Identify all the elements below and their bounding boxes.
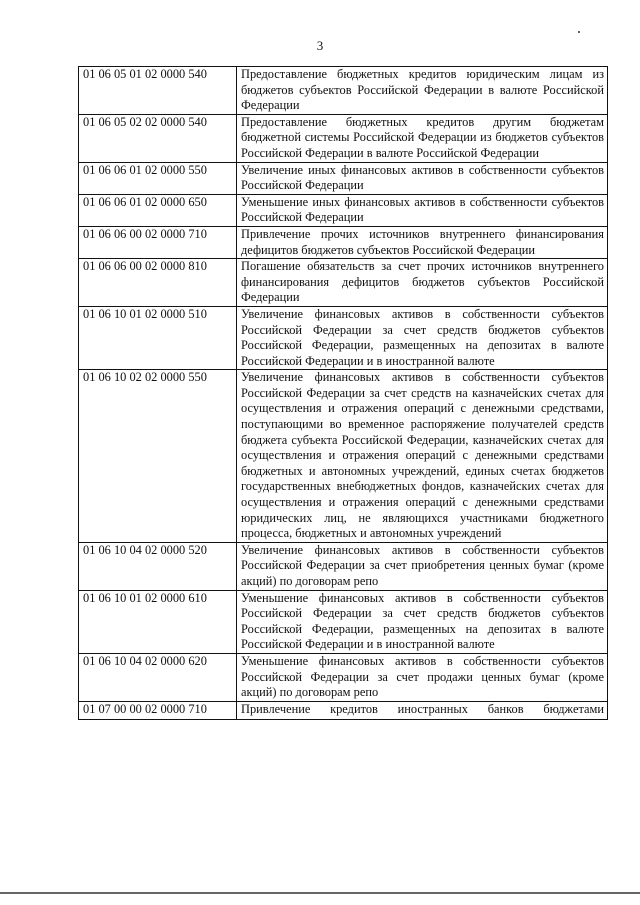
row-code: 01 06 05 01 02 0000 540 — [79, 67, 237, 115]
row-description: Уменьшение финансовых активов в собственности субъектов Российской Федерации за счет продажи ценных бумаг (кроме акций) по договорам репо — [237, 653, 608, 701]
row-code: 01 06 06 01 02 0000 550 — [79, 162, 237, 194]
row-code: 01 07 00 00 02 0000 710 — [79, 701, 237, 719]
page-number: 3 — [316, 38, 324, 53]
row-description: Предоставление бюджетных кредитов другим бюджетам бюджетной системы Российской Федерации из бюджетов субъектов Российской Федерации в валюте Российской Федерации — [237, 114, 608, 162]
table-row — [79, 114, 608, 162]
scan-edge-line — [0, 892, 640, 894]
table-row — [79, 590, 608, 653]
row-code: 01 06 10 02 02 0000 550 — [79, 370, 237, 543]
row-code: 01 06 10 04 02 0000 620 — [79, 653, 237, 701]
row-code: 01 06 06 00 02 0000 710 — [79, 226, 237, 258]
table-row — [79, 653, 608, 701]
row-description: Погашение обязательств за счет прочих источников внутреннего финансирования дефицитов бюджетов субъектов Российской Федерации — [237, 259, 608, 307]
table-row — [79, 542, 608, 590]
row-code: 01 06 06 00 02 0000 810 — [79, 259, 237, 307]
row-code: 01 06 05 02 02 0000 540 — [79, 114, 237, 162]
table-row — [79, 701, 608, 719]
table-row — [79, 226, 608, 258]
scan-artifact-dot — [578, 31, 580, 33]
row-code: 01 06 10 04 02 0000 520 — [79, 542, 237, 590]
table-row — [79, 194, 608, 226]
row-description: Привлечение кредитов иностранных банков бюджетами — [237, 701, 608, 719]
budget-codes-table — [78, 66, 608, 720]
row-description: Предоставление бюджетных кредитов юридическим лицам из бюджетов субъектов Российской Федерации в валюте Российской Федерации — [237, 67, 608, 115]
row-code: 01 06 06 01 02 0000 650 — [79, 194, 237, 226]
table-row — [79, 259, 608, 307]
row-code: 01 06 10 01 02 0000 510 — [79, 306, 237, 369]
row-code: 01 06 10 01 02 0000 610 — [79, 590, 237, 653]
table-row — [79, 306, 608, 369]
row-description: Увеличение финансовых активов в собственности субъектов Российской Федерации за счет средств бюджетов субъектов Российской Федерации, размещенных на депозитах в валюте Российской Федерации и в иностранной валюте — [237, 306, 608, 369]
row-description: Уменьшение иных финансовых активов в собственности субъектов Российской Федерации — [237, 194, 608, 226]
row-description: Увеличение финансовых активов в собственности субъектов Российской Федерации за счет приобретения ценных бумаг (кроме акций) по договорам репо — [237, 542, 608, 590]
table-row — [79, 370, 608, 543]
table-row — [79, 162, 608, 194]
table-row — [79, 67, 608, 115]
row-description: Уменьшение финансовых активов в собственности субъектов Российской Федерации за счет средств бюджетов субъектов Российской Федерации, размещенных на депозитах в валюте Российской Федерации и в иностранной валюте — [237, 590, 608, 653]
row-description: Привлечение прочих источников внутреннего финансирования дефицитов бюджетов субъектов Российской Федерации — [237, 226, 608, 258]
row-description: Увеличение иных финансовых активов в собственности субъектов Российской Федерации — [237, 162, 608, 194]
row-description: Увеличение финансовых активов в собственности субъектов Российской Федерации за счет средств на казначейских счетах для осуществления и отражения операций с денежными средствами, поступающими во временное распоряжение получателей средств бюджета субъекта Российской Федерации, казначейских счетах для осуществления и отражения операций с денежными средствами бюджетных и автономных учреждений, единых счетах бюджетов государственных внебюджетных фондов, казначейских счетах для осуществления и отражения операций с денежными средствами юридических лиц, не являющихся участниками бюджетного процесса, бюджетных и автономных учреждений — [237, 370, 608, 543]
